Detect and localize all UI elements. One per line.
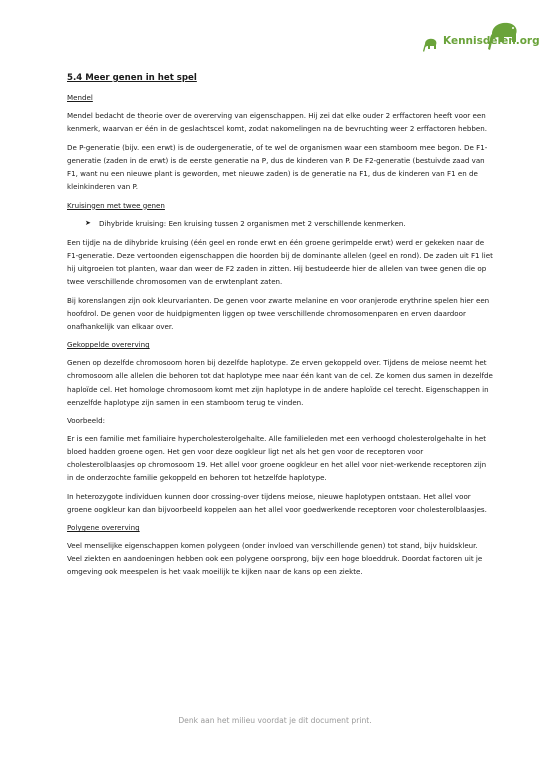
footer-note: Denk aan het milieu voordat je dit document print. bbox=[178, 716, 372, 725]
paragraph: Genen op dezelfde chromosoom horen bij dezelfde haplotype. Ze erven gekoppeld over. Tijdens de meiose neemt het chromosoom alle allelen die behoren tot dat haplotype mee naar één kant van de cel. Ze komen dus samen in dezelfde haploïde cel. Het homologe chromosoom komt met zijn haplotype in de andere haploïde cel terecht. Eigenschappen in eenzelfde haplotype zijn samen in een stamboom terug te vinden. bbox=[67, 358, 493, 407]
paragraph: In heterozygote individuen kunnen door crossing-over tijdens meiose, nieuwe haplotypen ontstaan. Het allel voor groene oogkleur kan dan bijvoorbeeld koppelen aan het allel voor goedwerkende receptoren voor cholesterolblaasjes. bbox=[67, 492, 487, 515]
section-heading-mendel: Mendel bbox=[67, 93, 93, 102]
arrow-bullet-icon: ➤ bbox=[85, 218, 91, 227]
page-title: 5.4 Meer genen in het spel bbox=[67, 73, 197, 83]
section-heading-gekoppelde: Gekoppelde overerving bbox=[67, 340, 150, 350]
paragraph: Veel menselijke eigenschappen komen polygeen (onder invloed van verschillende genen) tot stand, bijv huidskleur. Veel ziekten en aandoeningen hebben ook een polygene oorsprong, bijv een hoge bloeddruk. Doordat factoren uit je omgeving ook meespelen is het vaak moeilijk te kijken naar de kans op een ziekte. bbox=[67, 541, 483, 577]
logo-text: Kennisdelen.org bbox=[443, 35, 540, 47]
paragraph: Een tijdje na de dihybride kruising (één geel en ronde erwt en één groene gerimpelde erwt) werd er gekeken naar de F1-generatie. Deze vertoonden eigenschappen die hoorden bij de dominante allelen (geel en rond). De zaden uit F1 liet hij uitgroeien tot planten, waar dan weer de F2 zaden in zitten. Hij bestudeerde hier de allelen van twee genen die op twee verschillende chromosomen van de erwtenplant zaten. bbox=[67, 237, 493, 286]
paragraph: Mendel bedacht de theorie over de overerving van eigenschappen. Hij zei dat elke ouder 2 erffactoren heeft voor een kenmerk, waarvan er één in de geslachtscel komt, zodat nakomelingen na de bevruchting weer 2 erffactoren hebben. bbox=[67, 111, 488, 134]
bullet-item bbox=[85, 217, 493, 230]
section-heading-kruisingen: Kruisingen met twee genen bbox=[67, 200, 165, 210]
paragraph: Er is een familie met familiaire hypercholesterolgehalte. Alle familieleden met een verhoogd cholesterolgehalte in het bloed hadden groene ogen. Het gen voor deze oogkleur ligt net als het gen voor de receptoren voor cholesterolblaasjes op chromosoom 19. Het allel voor groene oogkleur en het allel voor niet-werkende receptoren zijn in de onderzochte familie gekoppeld en behoren tot hetzelfde haplotype. bbox=[67, 433, 487, 482]
example-label: Voorbeeld: bbox=[67, 415, 105, 425]
paragraph: Bij korenslangen zijn ook kleurvarianten. De genen voor zwarte melanine en voor oranjerode erythrine spelen hier een hoofdrol. De genen voor de huidpigmenten liggen op twee verschillende chromosomenparen en erven daardoor onafhankelijk van elkaar over. bbox=[67, 296, 490, 332]
document-body bbox=[67, 72, 493, 585]
paragraph: De P-generatie (bijv. een erwt) is de oudergeneratie, of te wel de organismen waar een stamboom mee begon. De F1-generatie (zaden in de erwt) is de eerste generatie na P, dus de kinderen van P. De F2-generatie (bestuivde zaad van F1, want nu een nieuwe plant is geworden, met nieuwe zaden) is de generatie na F1, dus de kinderen van F1 en de kleinkinderen van P. bbox=[67, 143, 488, 192]
section-heading-polygene: Polygene overerving bbox=[67, 523, 140, 533]
bullet-text: Dihybride kruising: Een kruising tussen 2 organismen met 2 verschillende kenmerken. bbox=[99, 218, 406, 228]
